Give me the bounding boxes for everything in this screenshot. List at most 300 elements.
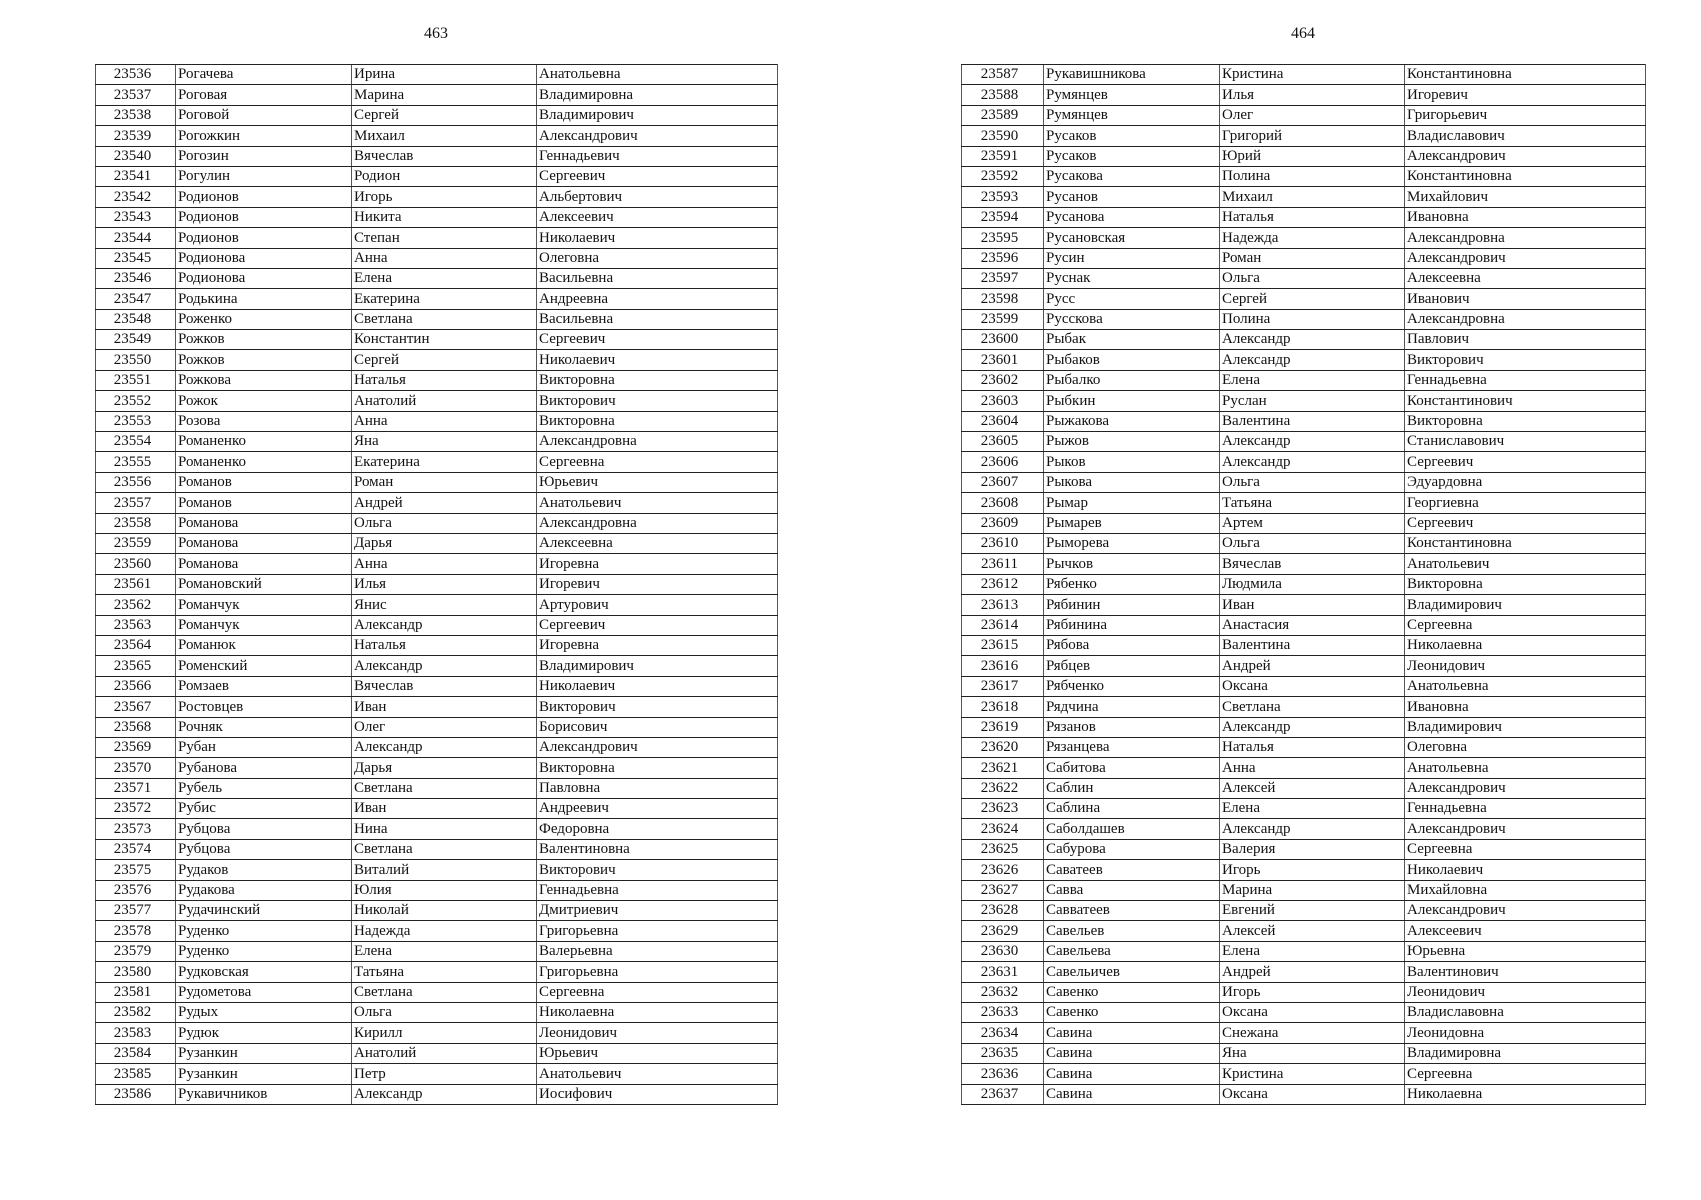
table-row [96, 268, 778, 288]
surname-cell: Романчук [176, 595, 352, 615]
first-name-cell: Александр [352, 656, 537, 676]
patronymic-cell: Владимирович [1405, 717, 1646, 737]
patronymic-cell: Викторовна [537, 758, 778, 778]
first-name-cell: Надежда [1220, 228, 1405, 248]
first-name-cell: Оксана [1220, 1084, 1405, 1104]
table-row [962, 472, 1646, 492]
record-number-cell: 23624 [962, 819, 1044, 839]
patronymic-cell: Алексеевич [1405, 921, 1646, 941]
first-name-cell: Илья [1220, 85, 1405, 105]
patronymic-cell: Григорьевна [537, 921, 778, 941]
patronymic-cell: Станиславович [1405, 432, 1646, 452]
first-name-cell: Александр [1220, 717, 1405, 737]
surname-cell: Романов [176, 493, 352, 513]
surname-cell: Савватеев [1044, 901, 1220, 921]
table-body [962, 65, 1646, 1105]
surname-cell: Савельичев [1044, 962, 1220, 982]
record-number-cell: 23602 [962, 370, 1044, 390]
record-number-cell: 23620 [962, 737, 1044, 757]
patronymic-cell: Андреевич [537, 799, 778, 819]
record-number-cell: 23547 [96, 289, 176, 309]
record-number-cell: 23615 [962, 635, 1044, 655]
record-number-cell: 23611 [962, 554, 1044, 574]
table-row [96, 962, 778, 982]
first-name-cell: Елена [352, 941, 537, 961]
table-row [96, 941, 778, 961]
record-number-cell: 23614 [962, 615, 1044, 635]
patronymic-cell: Сергеевна [1405, 1064, 1646, 1084]
patronymic-cell: Владимировна [537, 85, 778, 105]
table-row [96, 697, 778, 717]
first-name-cell: Кристина [1220, 65, 1405, 85]
first-name-cell: Полина [1220, 309, 1405, 329]
patronymic-cell: Михайлович [1405, 187, 1646, 207]
surname-cell: Романюк [176, 635, 352, 655]
patronymic-cell: Анатольевич [1405, 554, 1646, 574]
patronymic-cell: Константиновна [1405, 65, 1646, 85]
record-number-cell: 23551 [96, 370, 176, 390]
record-number-cell: 23571 [96, 778, 176, 798]
table-row [962, 656, 1646, 676]
table-row [962, 207, 1646, 227]
surname-cell: Рымар [1044, 493, 1220, 513]
surname-cell: Рузанкин [176, 1043, 352, 1063]
surname-cell: Савина [1044, 1043, 1220, 1063]
patronymic-cell: Федоровна [537, 819, 778, 839]
first-name-cell: Валерия [1220, 839, 1405, 859]
patronymic-cell: Анатольевна [1405, 676, 1646, 696]
record-number-cell: 23619 [962, 717, 1044, 737]
surname-cell: Саблин [1044, 778, 1220, 798]
first-name-cell: Александр [1220, 452, 1405, 472]
patronymic-cell: Анатольевич [537, 493, 778, 513]
first-name-cell: Елена [1220, 370, 1405, 390]
patronymic-cell: Геннадьевна [537, 880, 778, 900]
patronymic-cell: Викторовна [1405, 574, 1646, 594]
first-name-cell: Андрей [1220, 656, 1405, 676]
table-row [96, 554, 778, 574]
first-name-cell: Вячеслав [352, 146, 537, 166]
first-name-cell: Марина [1220, 880, 1405, 900]
record-number-cell: 23600 [962, 330, 1044, 350]
record-number-cell: 23576 [96, 880, 176, 900]
table-row [962, 595, 1646, 615]
first-name-cell: Роман [352, 472, 537, 492]
patronymic-cell: Геннадьевич [537, 146, 778, 166]
first-name-cell: Наталья [352, 370, 537, 390]
patronymic-cell: Владиславович [1405, 126, 1646, 146]
patronymic-cell: Ивановна [1405, 207, 1646, 227]
surname-cell: Руденко [176, 941, 352, 961]
surname-cell: Рузанкин [176, 1064, 352, 1084]
first-name-cell: Полина [1220, 166, 1405, 186]
table-row [96, 309, 778, 329]
first-name-cell: Михаил [352, 126, 537, 146]
page-number: 464 [1291, 25, 1315, 42]
table-row [96, 533, 778, 553]
record-number-cell: 23583 [96, 1023, 176, 1043]
record-number-cell: 23623 [962, 799, 1044, 819]
first-name-cell: Александр [352, 615, 537, 635]
patronymic-cell: Иосифович [537, 1084, 778, 1104]
record-number-cell: 23617 [962, 676, 1044, 696]
first-name-cell: Андрей [352, 493, 537, 513]
surname-cell: Рожкова [176, 370, 352, 390]
first-name-cell: Екатерина [352, 289, 537, 309]
table-row [96, 146, 778, 166]
patronymic-cell: Александрович [1405, 901, 1646, 921]
first-name-cell: Вячеслав [352, 676, 537, 696]
first-name-cell: Валентина [1220, 411, 1405, 431]
first-name-cell: Марина [352, 85, 537, 105]
patronymic-cell: Леонидович [1405, 982, 1646, 1002]
table-row [96, 595, 778, 615]
first-name-cell: Степан [352, 228, 537, 248]
surname-cell: Рудковская [176, 962, 352, 982]
first-name-cell: Анна [352, 554, 537, 574]
surname-cell: Рубцова [176, 819, 352, 839]
table-row [962, 1023, 1646, 1043]
table-row [96, 370, 778, 390]
name-register-table [961, 64, 1646, 1105]
table-row [96, 799, 778, 819]
surname-cell: Рудакова [176, 880, 352, 900]
patronymic-cell: Игоревна [537, 554, 778, 574]
table-row [96, 472, 778, 492]
table-row [96, 248, 778, 268]
first-name-cell: Анатолий [352, 1043, 537, 1063]
table-body [96, 65, 778, 1105]
table-row [962, 105, 1646, 125]
patronymic-cell: Николаевич [1405, 860, 1646, 880]
patronymic-cell: Николаевич [537, 676, 778, 696]
first-name-cell: Михаил [1220, 187, 1405, 207]
table-row [96, 126, 778, 146]
surname-cell: Рыкова [1044, 472, 1220, 492]
table-row [962, 289, 1646, 309]
record-number-cell: 23591 [962, 146, 1044, 166]
record-number-cell: 23556 [96, 472, 176, 492]
first-name-cell: Иван [1220, 595, 1405, 615]
first-name-cell: Игорь [1220, 860, 1405, 880]
record-number-cell: 23582 [96, 1002, 176, 1022]
record-number-cell: 23552 [96, 391, 176, 411]
record-number-cell: 23603 [962, 391, 1044, 411]
patronymic-cell: Александрович [1405, 819, 1646, 839]
record-number-cell: 23633 [962, 1002, 1044, 1022]
record-number-cell: 23578 [96, 921, 176, 941]
table-row [962, 778, 1646, 798]
first-name-cell: Наталья [352, 635, 537, 655]
surname-cell: Рудых [176, 1002, 352, 1022]
surname-cell: Романчук [176, 615, 352, 635]
surname-cell: Рыбаков [1044, 350, 1220, 370]
table-row [96, 737, 778, 757]
patronymic-cell: Васильевна [537, 309, 778, 329]
surname-cell: Рябенко [1044, 574, 1220, 594]
patronymic-cell: Владиславовна [1405, 1002, 1646, 1022]
patronymic-cell: Олеговна [537, 248, 778, 268]
patronymic-cell: Константиновна [1405, 533, 1646, 553]
surname-cell: Родионова [176, 268, 352, 288]
patronymic-cell: Павлович [1405, 330, 1646, 350]
page-number: 463 [424, 25, 448, 42]
surname-cell: Рубан [176, 737, 352, 757]
first-name-cell: Иван [352, 697, 537, 717]
table-row [962, 330, 1646, 350]
table-row [96, 330, 778, 350]
table-row [96, 1002, 778, 1022]
first-name-cell: Ольга [1220, 472, 1405, 492]
patronymic-cell: Владимирович [537, 656, 778, 676]
record-number-cell: 23635 [962, 1043, 1044, 1063]
surname-cell: Ростовцев [176, 697, 352, 717]
patronymic-cell: Григорьевна [537, 962, 778, 982]
table-row [96, 411, 778, 431]
patronymic-cell: Александрович [537, 737, 778, 757]
record-number-cell: 23567 [96, 697, 176, 717]
surname-cell: Русаков [1044, 146, 1220, 166]
record-number-cell: 23559 [96, 533, 176, 553]
record-number-cell: 23562 [96, 595, 176, 615]
table-row [962, 554, 1646, 574]
table-row [962, 1084, 1646, 1104]
first-name-cell: Валентина [1220, 635, 1405, 655]
first-name-cell: Екатерина [352, 452, 537, 472]
table-row [96, 187, 778, 207]
table-row [96, 493, 778, 513]
record-number-cell: 23587 [962, 65, 1044, 85]
surname-cell: Рябова [1044, 635, 1220, 655]
patronymic-cell: Алексеевна [1405, 268, 1646, 288]
table-row [96, 228, 778, 248]
table-row [96, 1084, 778, 1104]
table-row [962, 635, 1646, 655]
record-number-cell: 23592 [962, 166, 1044, 186]
table-row [962, 941, 1646, 961]
surname-cell: Саблина [1044, 799, 1220, 819]
surname-cell: Рожков [176, 350, 352, 370]
patronymic-cell: Игоревич [1405, 85, 1646, 105]
surname-cell: Савина [1044, 1084, 1220, 1104]
patronymic-cell: Юрьевич [537, 1043, 778, 1063]
surname-cell: Рогачева [176, 65, 352, 85]
first-name-cell: Родион [352, 166, 537, 186]
surname-cell: Ромзаев [176, 676, 352, 696]
surname-cell: Сабитова [1044, 758, 1220, 778]
record-number-cell: 23575 [96, 860, 176, 880]
first-name-cell: Яна [1220, 1043, 1405, 1063]
patronymic-cell: Сергеевич [537, 330, 778, 350]
record-number-cell: 23590 [962, 126, 1044, 146]
record-number-cell: 23554 [96, 432, 176, 452]
first-name-cell: Ольга [1220, 268, 1405, 288]
table-row [962, 370, 1646, 390]
table-row [962, 533, 1646, 553]
surname-cell: Рябинин [1044, 595, 1220, 615]
surname-cell: Рычков [1044, 554, 1220, 574]
first-name-cell: Светлана [352, 839, 537, 859]
surname-cell: Рымарев [1044, 513, 1220, 533]
surname-cell: Роговой [176, 105, 352, 125]
patronymic-cell: Александровна [537, 513, 778, 533]
surname-cell: Родькина [176, 289, 352, 309]
surname-cell: Романова [176, 513, 352, 533]
record-number-cell: 23573 [96, 819, 176, 839]
first-name-cell: Нина [352, 819, 537, 839]
surname-cell: Рудометова [176, 982, 352, 1002]
surname-cell: Рогулин [176, 166, 352, 186]
surname-cell: Рочняк [176, 717, 352, 737]
patronymic-cell: Артурович [537, 595, 778, 615]
record-number-cell: 23579 [96, 941, 176, 961]
first-name-cell: Григорий [1220, 126, 1405, 146]
record-number-cell: 23588 [962, 85, 1044, 105]
record-number-cell: 23613 [962, 595, 1044, 615]
table-row [962, 513, 1646, 533]
table-row [96, 656, 778, 676]
surname-cell: Родионов [176, 207, 352, 227]
patronymic-cell: Николаевич [537, 228, 778, 248]
first-name-cell: Дарья [352, 533, 537, 553]
patronymic-cell: Сергеевна [1405, 839, 1646, 859]
record-number-cell: 23536 [96, 65, 176, 85]
surname-cell: Рыжов [1044, 432, 1220, 452]
table-row [962, 1064, 1646, 1084]
surname-cell: Русакова [1044, 166, 1220, 186]
surname-cell: Розова [176, 411, 352, 431]
surname-cell: Русскова [1044, 309, 1220, 329]
record-number-cell: 23574 [96, 839, 176, 859]
table-row [962, 982, 1646, 1002]
patronymic-cell: Николаевич [537, 350, 778, 370]
first-name-cell: Петр [352, 1064, 537, 1084]
record-number-cell: 23568 [96, 717, 176, 737]
record-number-cell: 23560 [96, 554, 176, 574]
first-name-cell: Никита [352, 207, 537, 227]
table-row [96, 1023, 778, 1043]
first-name-cell: Татьяна [352, 962, 537, 982]
first-name-cell: Александр [352, 737, 537, 757]
patronymic-cell: Викторович [1405, 350, 1646, 370]
patronymic-cell: Георгиевна [1405, 493, 1646, 513]
record-number-cell: 23544 [96, 228, 176, 248]
table-row [96, 207, 778, 227]
surname-cell: Савенко [1044, 1002, 1220, 1022]
surname-cell: Рязанов [1044, 717, 1220, 737]
patronymic-cell: Михайловна [1405, 880, 1646, 900]
patronymic-cell: Викторович [537, 391, 778, 411]
patronymic-cell: Геннадьевна [1405, 799, 1646, 819]
record-number-cell: 23569 [96, 737, 176, 757]
first-name-cell: Олег [1220, 105, 1405, 125]
record-number-cell: 23598 [962, 289, 1044, 309]
first-name-cell: Николай [352, 901, 537, 921]
table-row [962, 65, 1646, 85]
table-row [96, 839, 778, 859]
patronymic-cell: Николаевна [1405, 635, 1646, 655]
table-row [962, 411, 1646, 431]
patronymic-cell: Николаевна [537, 1002, 778, 1022]
surname-cell: Русс [1044, 289, 1220, 309]
first-name-cell: Илья [352, 574, 537, 594]
record-number-cell: 23625 [962, 839, 1044, 859]
record-number-cell: 23566 [96, 676, 176, 696]
surname-cell: Родионов [176, 228, 352, 248]
first-name-cell: Константин [352, 330, 537, 350]
surname-cell: Родионова [176, 248, 352, 268]
patronymic-cell: Валерьевна [537, 941, 778, 961]
surname-cell: Рубель [176, 778, 352, 798]
surname-cell: Романов [176, 472, 352, 492]
first-name-cell: Оксана [1220, 676, 1405, 696]
record-number-cell: 23629 [962, 921, 1044, 941]
table-row [962, 737, 1646, 757]
record-number-cell: 23622 [962, 778, 1044, 798]
table-row [96, 717, 778, 737]
record-number-cell: 23541 [96, 166, 176, 186]
first-name-cell: Ольга [352, 513, 537, 533]
table-row [96, 105, 778, 125]
first-name-cell: Яна [352, 432, 537, 452]
surname-cell: Рябинина [1044, 615, 1220, 635]
table-row [962, 962, 1646, 982]
first-name-cell: Алексей [1220, 921, 1405, 941]
record-number-cell: 23564 [96, 635, 176, 655]
table-row [962, 1043, 1646, 1063]
record-number-cell: 23581 [96, 982, 176, 1002]
patronymic-cell: Константиновна [1405, 166, 1646, 186]
patronymic-cell: Александрович [1405, 146, 1646, 166]
patronymic-cell: Юрьевич [537, 472, 778, 492]
table-row [962, 126, 1646, 146]
surname-cell: Рыбкин [1044, 391, 1220, 411]
patronymic-cell: Алексеевич [537, 207, 778, 227]
first-name-cell: Анастасия [1220, 615, 1405, 635]
first-name-cell: Ирина [352, 65, 537, 85]
surname-cell: Рыков [1044, 452, 1220, 472]
first-name-cell: Артем [1220, 513, 1405, 533]
patronymic-cell: Сергеевна [537, 982, 778, 1002]
first-name-cell: Ольга [1220, 533, 1405, 553]
table-row [96, 819, 778, 839]
record-number-cell: 23589 [962, 105, 1044, 125]
surname-cell: Рубцова [176, 839, 352, 859]
surname-cell: Роженко [176, 309, 352, 329]
patronymic-cell: Константинович [1405, 391, 1646, 411]
table-row [962, 880, 1646, 900]
record-number-cell: 23637 [962, 1084, 1044, 1104]
record-number-cell: 23595 [962, 228, 1044, 248]
patronymic-cell: Ивановна [1405, 697, 1646, 717]
record-number-cell: 23537 [96, 85, 176, 105]
patronymic-cell: Эдуардовна [1405, 472, 1646, 492]
record-number-cell: 23553 [96, 411, 176, 431]
record-number-cell: 23561 [96, 574, 176, 594]
surname-cell: Савельев [1044, 921, 1220, 941]
surname-cell: Романова [176, 554, 352, 574]
patronymic-cell: Дмитриевич [537, 901, 778, 921]
surname-cell: Савельева [1044, 941, 1220, 961]
table-row [962, 268, 1646, 288]
table-row [962, 309, 1646, 329]
first-name-cell: Светлана [352, 982, 537, 1002]
record-number-cell: 23594 [962, 207, 1044, 227]
patronymic-cell: Альбертович [537, 187, 778, 207]
table-row [96, 778, 778, 798]
patronymic-cell: Сергеевна [537, 452, 778, 472]
first-name-cell: Людмила [1220, 574, 1405, 594]
